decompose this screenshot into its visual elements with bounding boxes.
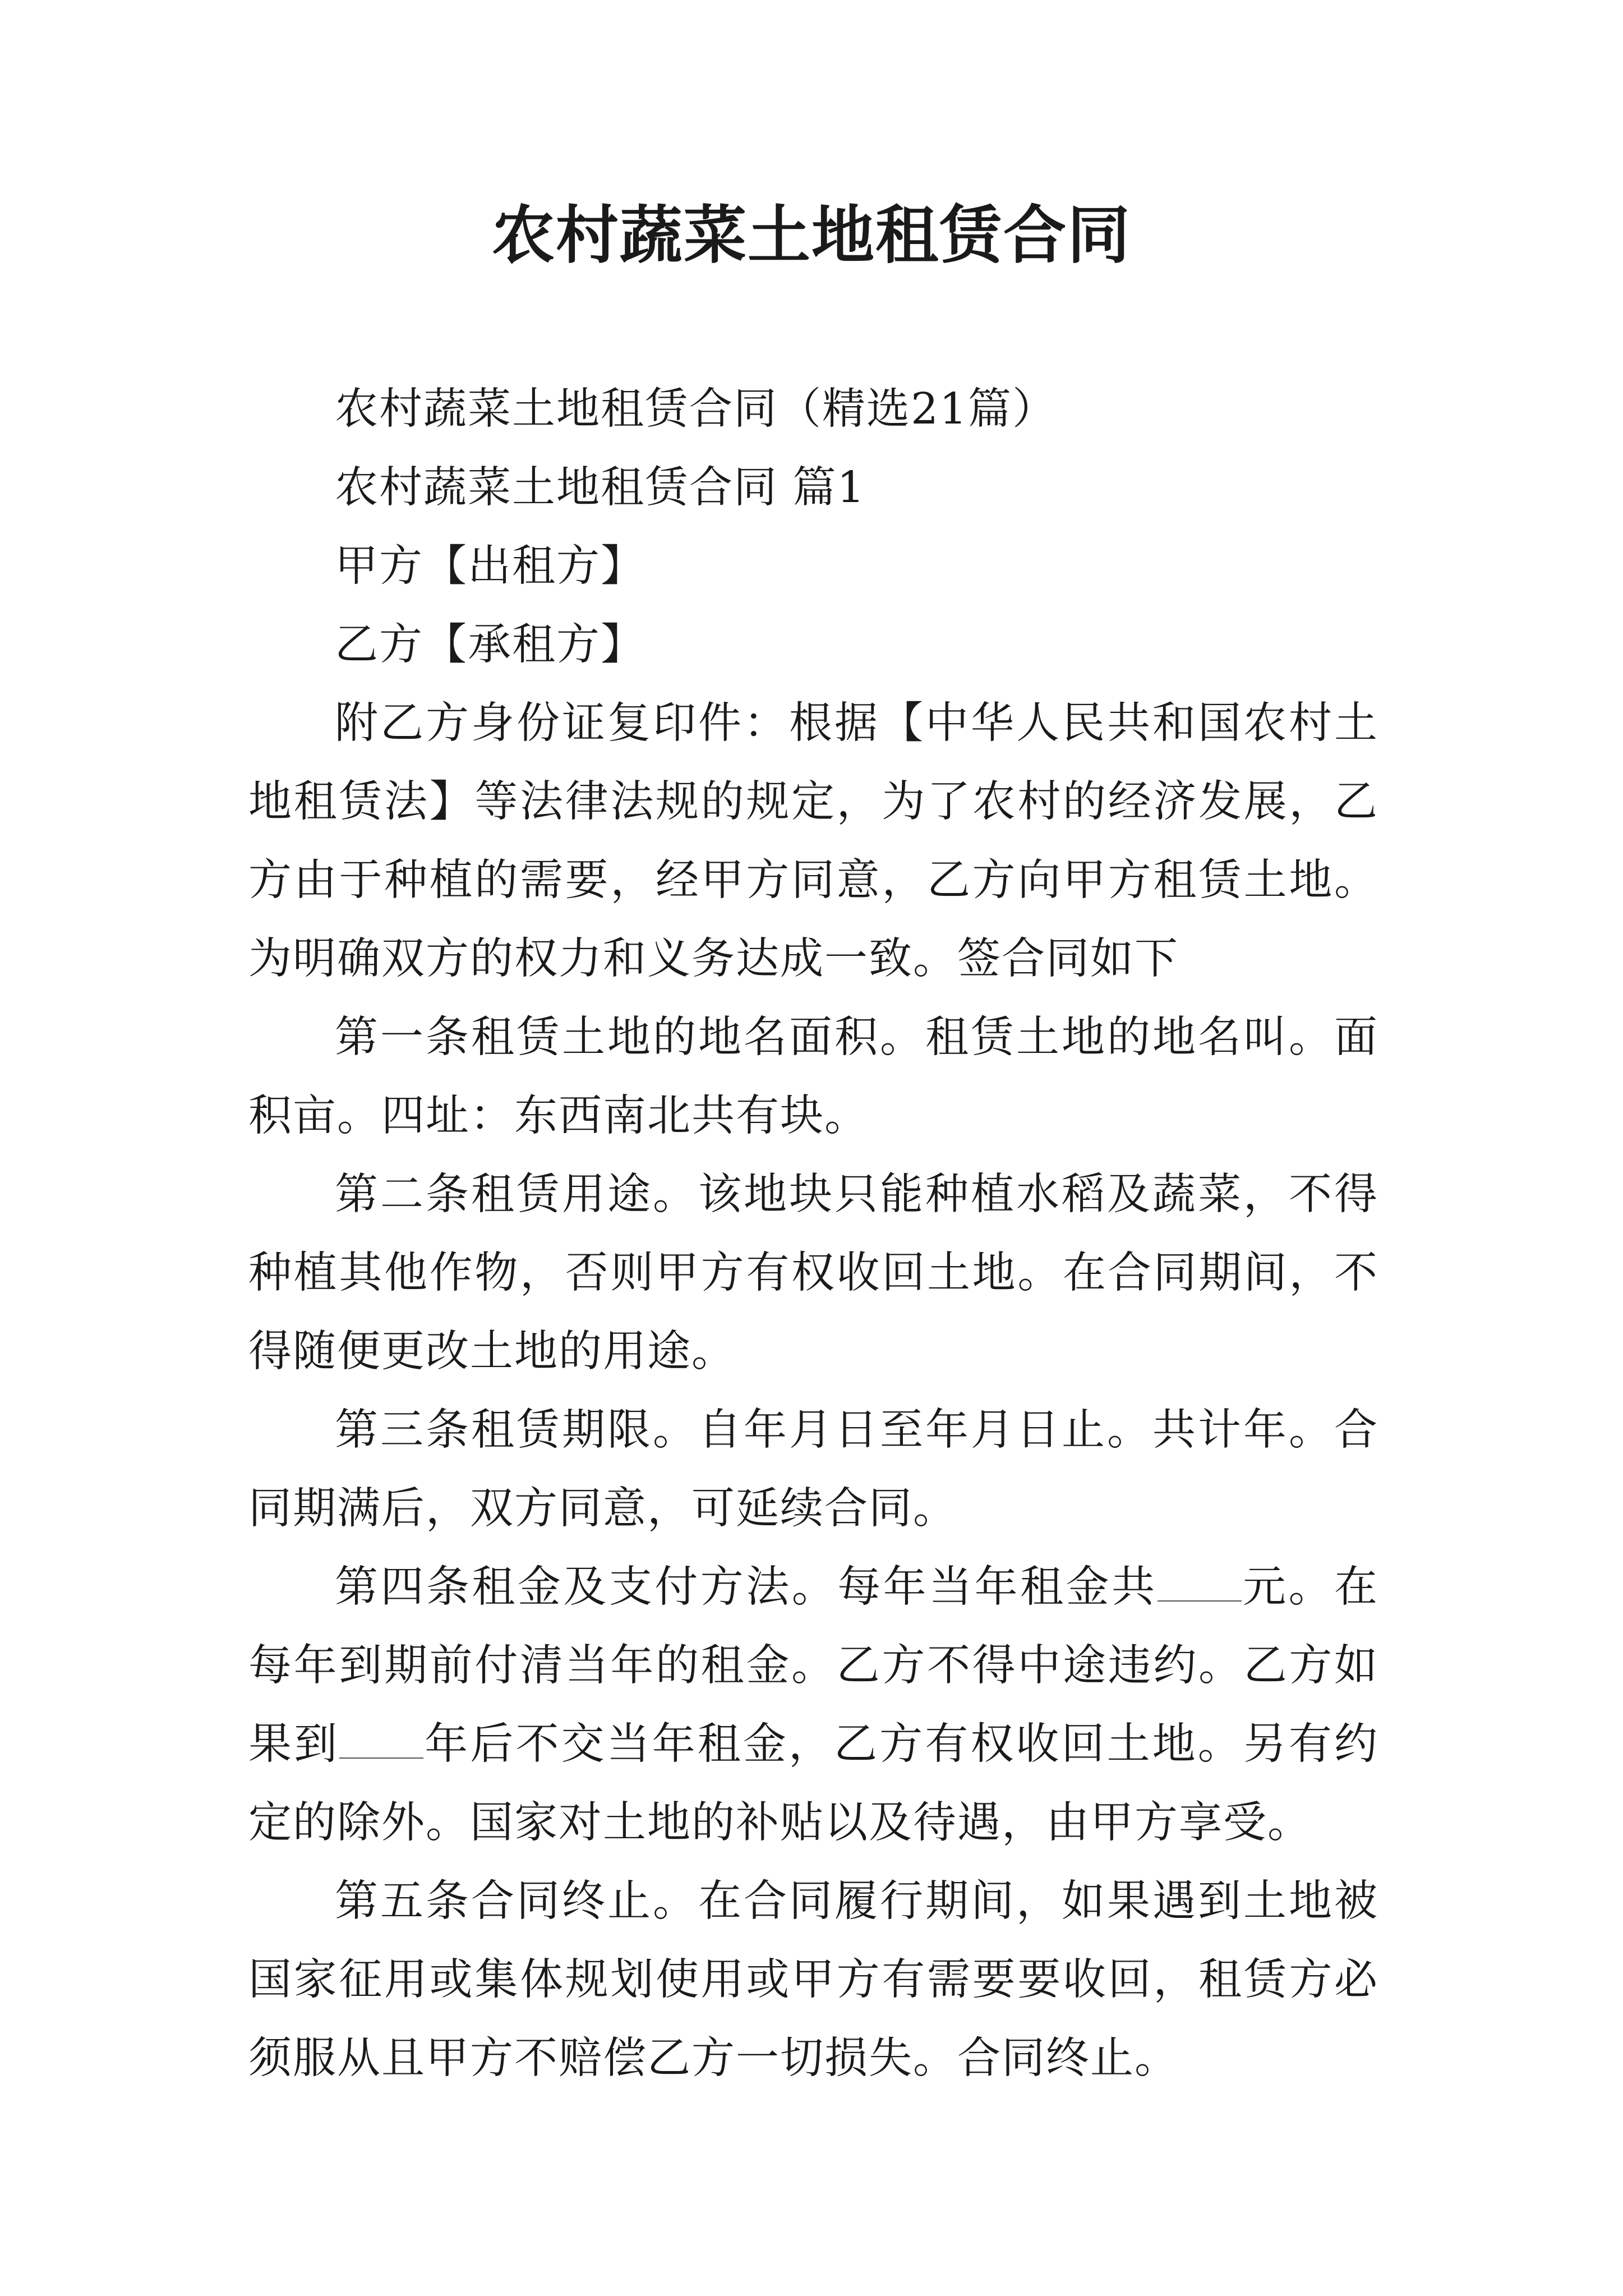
subtitle-paragraph: 农村蔬菜土地租赁合同（精选21篇） xyxy=(335,384,1057,434)
article-4-text-3: 年后不交当年租金，乙方有权收回土地。另有约定的除外。国家对土地的补贴以及待遇，由甲方享受。 xyxy=(248,1719,1379,1848)
article-4-paragraph xyxy=(248,1548,1378,1862)
article-5-paragraph: 第五条合同终止。在合同履行期间，如果遇到土地被国家征用或集体规划使用或甲方有需要要收回，租赁方必须服从且甲方不赔偿乙方一切损失。合同终止。 xyxy=(248,1876,1378,2083)
preamble-paragraph: 附乙方身份证复印件：根据【中华人民共和国农村土地租赁法】等法律法规的规定，为了农村的经济发展，乙方由于种植的需要，经甲方同意，乙方向甲方租赁土地。为明确双方的权力和义务达成一致。签合同如下 xyxy=(248,698,1378,984)
party-b-line: 乙方【承租方】 xyxy=(335,620,645,670)
rent-amount-blank xyxy=(1158,1600,1242,1602)
article-3-paragraph: 第三条租赁期限。自年月日至年月日止。共计年。合同期满后，双方同意，可延续合同。 xyxy=(248,1405,1378,1534)
article-4-text-1: 第四条租金及支付方法。每年当年租金共 xyxy=(335,1562,1158,1612)
party-a-line: 甲方【出租方】 xyxy=(335,541,645,591)
article-2-paragraph: 第二条租赁用途。该地块只能种植水稻及蔬菜，不得种植其他作物，否则甲方有权收回土地。在合同期间，不得随便更改土地的用途。 xyxy=(248,1170,1378,1377)
article-1-paragraph: 第一条租赁土地的地名面积。租赁土地的地名叫。面积亩。四址：东西南北共有块。 xyxy=(248,1013,1378,1141)
section-heading: 农村蔬菜土地租赁合同 篇1 xyxy=(335,463,866,513)
document-body xyxy=(248,370,1378,2098)
article-4-text-2: 元。在每年到期前付清当年的租金。乙方不得中途违约。乙方如果到 xyxy=(248,1562,1379,1769)
years-blank xyxy=(339,1757,423,1759)
document-title: 农村蔬菜土地租赁合同 xyxy=(492,199,1131,272)
